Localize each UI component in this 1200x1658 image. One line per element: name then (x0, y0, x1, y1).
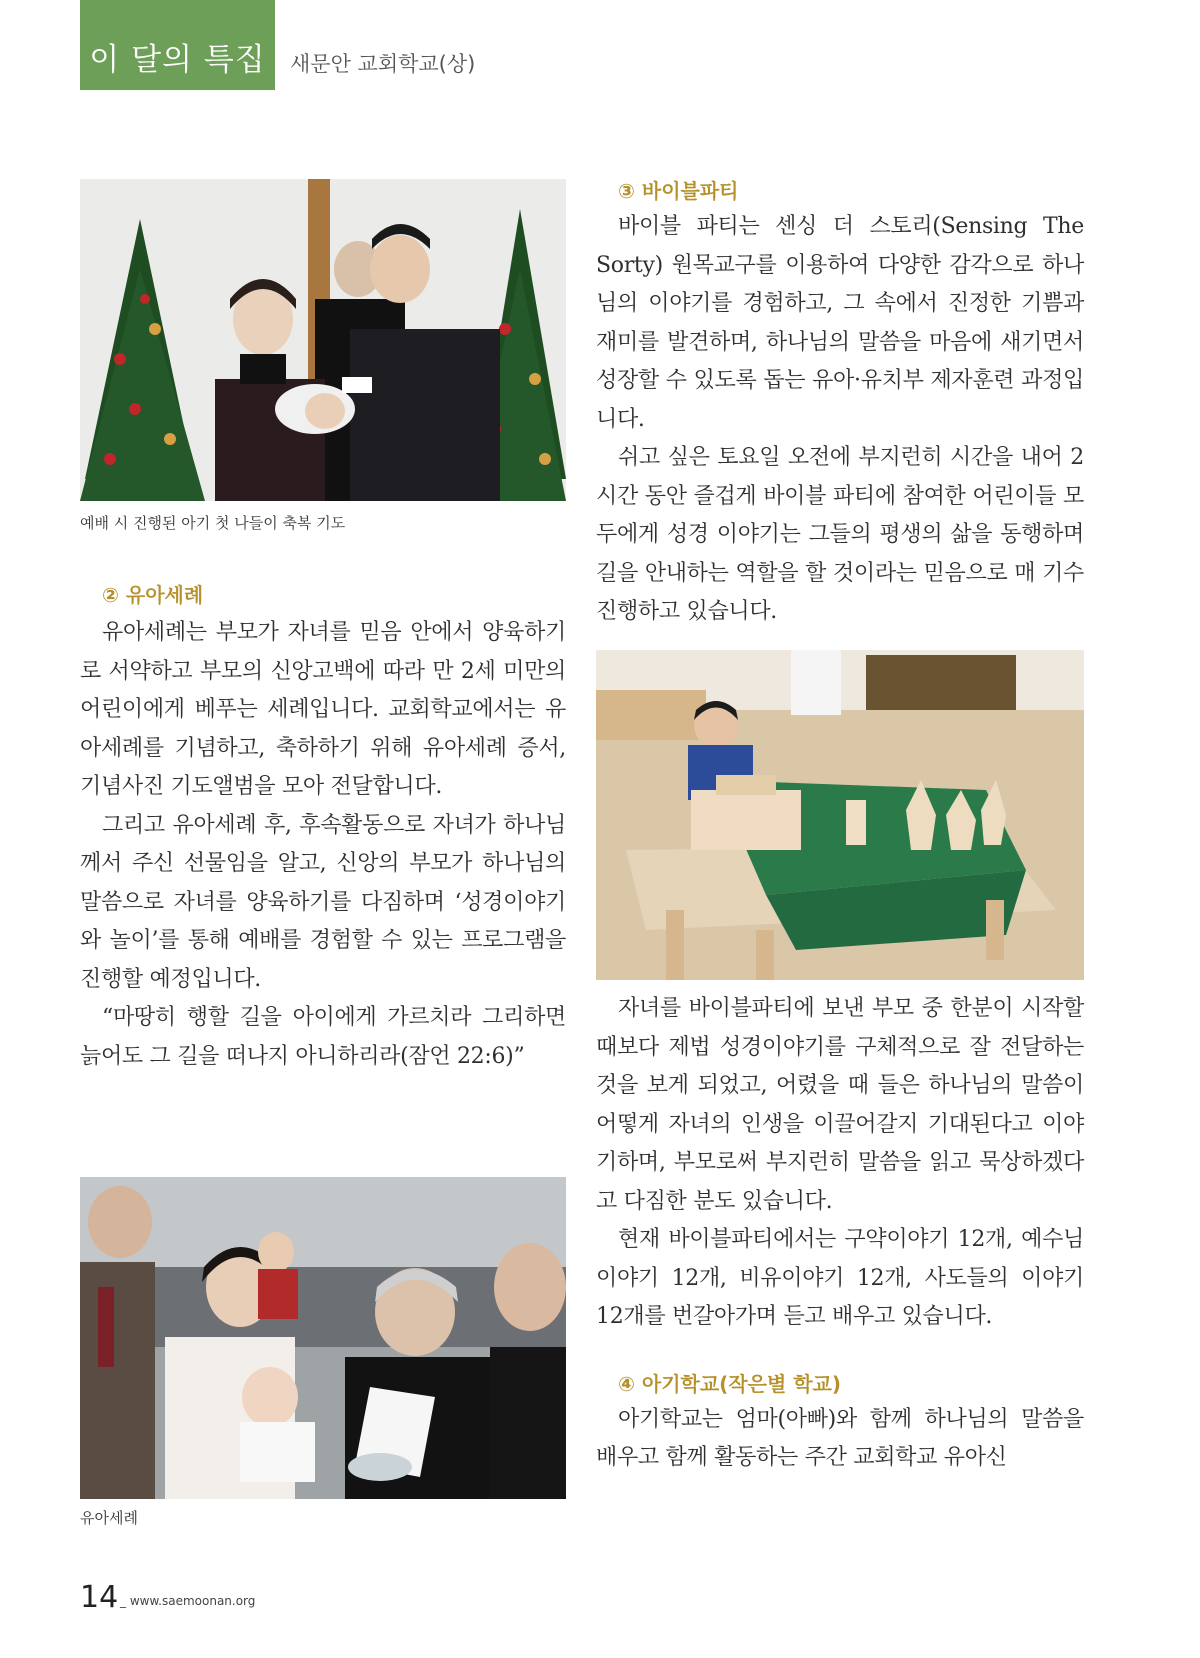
paragraph: “마땅히 행할 길을 아이에게 가르치라 그리하면 늙어도 그 길을 떠나지 아니하리라(잠언 22:6)” (80, 1005, 566, 1069)
paragraph: 그리고 유아세례 후, 후속활동으로 자녀가 하나님께서 주신 선물임을 알고, 신앙의 부모가 하나님의 말씀으로 자녀를 양육하기를 다짐하며 ‘성경이야기와 놀이’를 통해 예배를 경험할 수 있는 프로그램을 진행할 예정입니다. (80, 812, 566, 992)
left-column (80, 580, 566, 1076)
footer-url: _ www.saemoonan.org (120, 1594, 256, 1608)
section-heading-infant-baptism: ② 유아세례 (102, 583, 204, 607)
photo-baby-blessing-caption: 예배 시 진행된 아기 첫 나들이 축복 기도 (80, 514, 346, 532)
article-subtitle: 새문안 교회학교(상) (290, 52, 476, 76)
paragraph: 유아세례는 부모가 자녀를 믿음 안에서 양육하기로 서약하고 부모의 신앙고백에 따라 만 2세 미만의 어린이에게 베푸는 세례입니다. 교회학교에서는 유아세례를 기념하고, 축하하기 위해 유아세례 증서, 기념사진 기도앨범을 모아 전달합니다. (80, 620, 566, 799)
photo-baby-blessing-image (80, 179, 566, 501)
paragraph: 바이블 파티는 센싱 더 스토리(Sensing The Sorty) 원목교구를 이용하여 다양한 감각으로 하나님의 이야기를 경험하고, 그 속에서 진정한 기쁨과 재미를 발견하며, 하나님의 말씀을 마음에 새기면서 성장할 수 있도록 돕는 유아·유치부 제자훈련 과정입니다. (596, 214, 1084, 432)
page-number: 14 (80, 1580, 119, 1615)
right-column-bottom (596, 990, 1084, 1478)
photo-infant-baptism-image (80, 1177, 566, 1499)
section-tag: 이 달의 특집 (80, 0, 275, 90)
paragraph: 아기학교는 엄마(아빠)와 함께 하나님의 말씀을 배우고 함께 활동하는 주간 교회학교 유아신 (596, 1406, 1084, 1470)
photo-bible-party-image (596, 650, 1084, 980)
right-column-top (596, 176, 1084, 632)
photo-infant-baptism-caption: 유아세례 (80, 1509, 138, 1527)
photo-infant-baptism (80, 1177, 566, 1499)
section-heading-bible-party: ③ 바이블파티 (618, 179, 739, 203)
paragraph: 현재 바이블파티에서는 구약이야기 12개, 예수님 이야기 12개, 비유이야기 12개, 사도들의 이야기 12개를 번갈아가며 듣고 배우고 있습니다. (596, 1227, 1084, 1329)
paragraph: 자녀를 바이블파티에 보낸 부모 중 한분이 시작할 때보다 제법 성경이야기를 구체적으로 잘 전달하는 것을 보게 되었고, 어렸을 때 들은 하나님의 말씀이 어떻게 자녀의 인생을 이끌어갈지 기대된다고 이야기하며, 부모로써 부지런히 말씀을 읽고 묵상하겠다고 다짐한 분도 있습니다. (596, 996, 1084, 1214)
section-heading-baby-school: ④ 아기학교(작은별 학교) (618, 1371, 842, 1396)
photo-baby-blessing (80, 179, 566, 501)
paragraph: 쉬고 싶은 토요일 오전에 부지런히 시간을 내어 2시간 동안 즐겁게 바이블 파티에 참여한 어린이들 모두에게 성경 이야기는 그들의 평생의 삶을 동행하며 길을 안내하는 역할을 할 것이라는 믿음으로 매 기수 진행하고 있습니다. (596, 445, 1084, 624)
photo-bible-party (596, 650, 1084, 980)
